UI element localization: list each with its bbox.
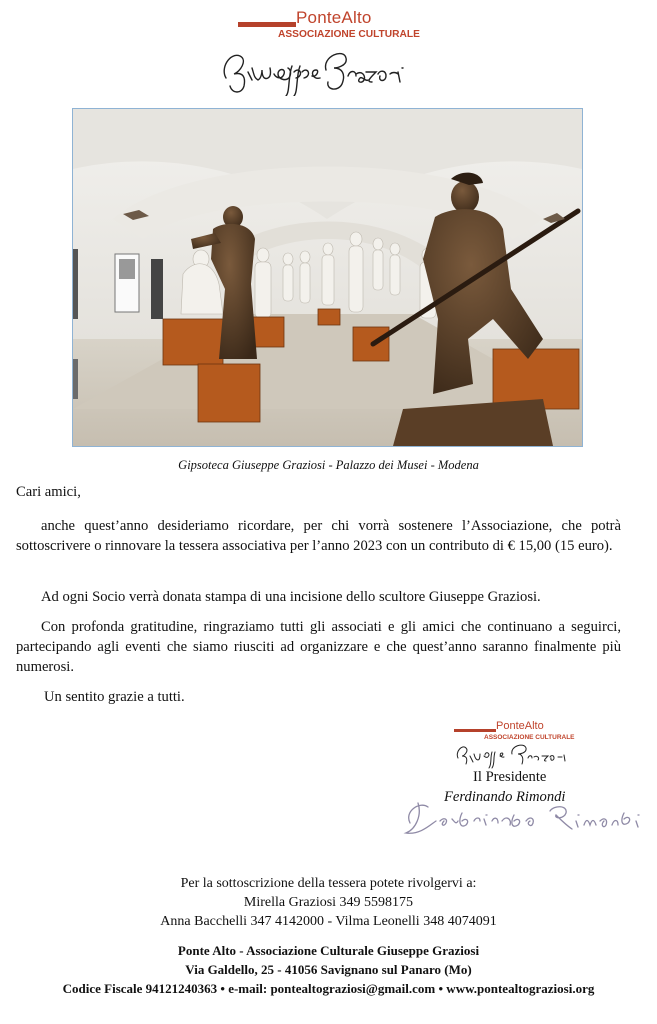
- gallery-photo-illustration: [73, 109, 582, 446]
- footer-association-name: Ponte Alto - Associazione Culturale Giuseppe Graziosi: [177, 943, 480, 958]
- subscription-line-3: Anna Bacchelli 347 4142000 - Vilma Leonelli 348 4074091: [160, 914, 497, 929]
- letterhead-logo: [238, 8, 448, 92]
- president-name: Ferdinando Rimondi: [444, 789, 566, 805]
- letter-greeting: Cari amici,: [16, 484, 81, 500]
- signature-logo-brand: PonteAlto: [496, 720, 544, 732]
- letter-paragraph-3: Con profonda gratitudine, ringraziamo tutti gli associati e gli amici che continuano a seguirci, partecipando agli eventi che siamo riusciti ad organizzare e che quest’anno saranno finalmente più numerosi.: [16, 619, 621, 675]
- subscription-line-1: Per la sottoscrizione della tessera potete rivolgervi a:: [180, 876, 477, 891]
- footer-address: Via Galdello, 25 - 41056 Savignano sul Panaro (Mo): [185, 962, 472, 977]
- signature-graphic: [218, 38, 418, 96]
- letter-paragraph-2: Ad ogni Socio verrà donata stampa di una incisione dello scultore Giuseppe Graziosi.: [41, 589, 541, 605]
- logo-bar: [238, 22, 296, 27]
- logo-brand-name: PonteAlto: [296, 8, 372, 27]
- president-title: Il Presidente: [473, 769, 547, 785]
- signature-logo-graphic: [454, 740, 574, 770]
- signature-logo-subtitle: ASSOCIAZIONE CULTURALE: [484, 734, 575, 741]
- letter-closing: Un sentito grazie a tutti.: [44, 689, 185, 705]
- signature-logo: [454, 720, 574, 772]
- signature-logo-bar: [454, 729, 496, 732]
- gallery-photo: [72, 108, 583, 447]
- photo-caption: Gipsoteca Giuseppe Graziosi - Palazzo dei Musei - Modena: [178, 458, 479, 472]
- footer-contacts: Codice Fiscale 94121240363 • e-mail: pontealtograziosi@gmail.com • www.pontealtograziosi.org: [62, 981, 595, 996]
- logo-subtitle: ASSOCIAZIONE CULTURALE: [278, 29, 420, 40]
- letter-paragraph-1: anche quest’anno desideriamo ricordare, per chi vorrà sostenere l’Associazione, che potrà sottoscrivere o rinnovare la tessera associativa per l’anno 2023 con un contributo di € 15,00 (15 euro).: [16, 518, 621, 554]
- handwritten-signature: [400, 795, 650, 840]
- subscription-line-2: Mirella Graziosi 349 5598175: [243, 895, 414, 910]
